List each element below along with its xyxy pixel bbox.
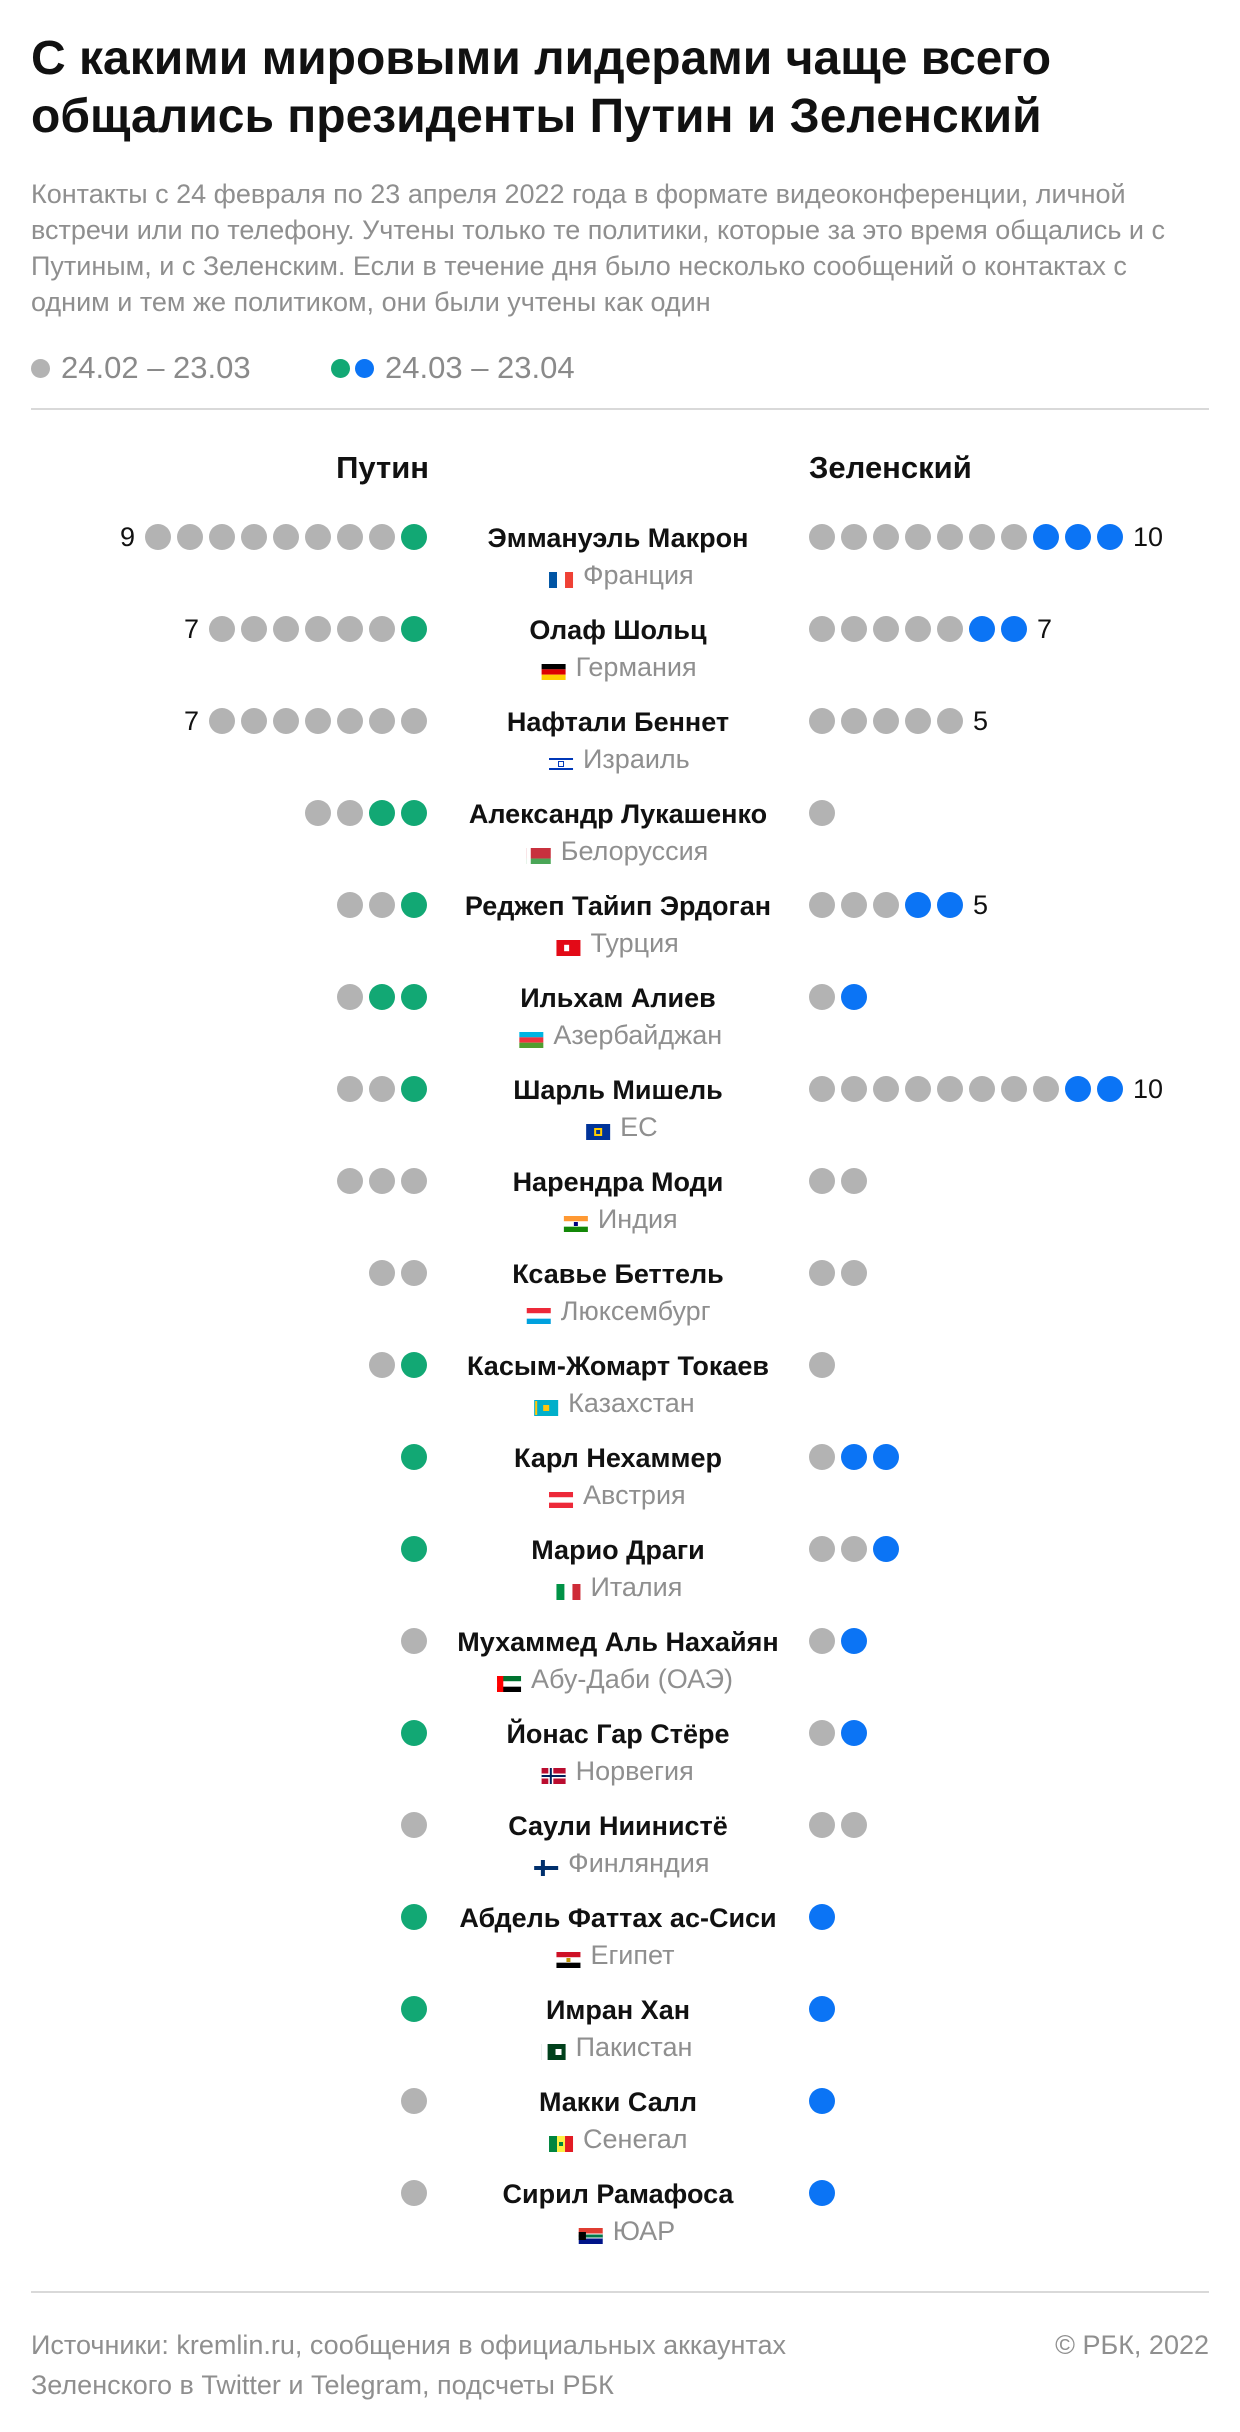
putin-total-label: 7 [183,614,199,644]
zelensky-dot-period2 [905,892,931,918]
zelensky-dot-period1 [809,524,835,550]
leader-country: Израиль [583,744,690,774]
sources-note: Источники: kremlin.ru, сообщения в официальных аккаунтах Зеленского в Twitter и Telegram, подсчеты РБК [31,2330,787,2400]
putin-dot-period2 [401,1996,427,2022]
leader-country: Франция [583,560,694,590]
flag-norway-icon [542,1768,566,1784]
putin-dot-period2 [369,800,395,826]
zelensky-dot-period2 [873,1536,899,1562]
zelensky-dot-period1 [809,1628,835,1654]
putin-dot-period1 [209,524,235,550]
legend-label-period2: 24.03 – 23.04 [385,350,575,385]
putin-dot-period2 [401,984,427,1010]
leader-name: Йонас Гар Стёре [506,1719,730,1749]
putin-dot-period2 [401,892,427,918]
leader-name: Сирил Рамафоса [502,2179,734,2209]
zelensky-dot-period1 [841,1260,867,1286]
flag-india-icon [564,1216,588,1232]
leader-name: Ксавье Беттель [512,1259,724,1289]
zelensky-dot-period1 [937,524,963,550]
flag-france-icon [549,572,573,588]
putin-dot-period2 [401,1076,427,1102]
putin-dot-period2 [401,800,427,826]
zelensky-dot-period1 [841,616,867,642]
leader-country: Люксембург [560,1296,711,1326]
flag-senegal-icon [549,2136,573,2152]
zelensky-dot-period2 [809,2180,835,2206]
zelensky-dot-period1 [809,1720,835,1746]
zelensky-dot-period1 [905,524,931,550]
leader-country: ЮАР [612,2216,676,2246]
leader-name: Нафтали Беннет [506,707,730,737]
zelensky-total-label: 10 [1133,1074,1164,1104]
zelensky-dot-period1 [873,616,899,642]
flag-israel-icon [549,756,573,772]
putin-dot-period1 [401,1260,427,1286]
flag-belarus-icon [527,848,551,864]
putin-dot-period1 [305,616,331,642]
leader-name: Шарль Мишель [513,1075,723,1105]
zelensky-dot-period1 [905,616,931,642]
leader-name: Карл Нехаммер [514,1443,722,1473]
zelensky-dot-period1 [809,1444,835,1470]
putin-dot-period1 [337,800,363,826]
zelensky-dot-period1 [905,708,931,734]
putin-dot-period1 [337,616,363,642]
putin-dot-period1 [337,984,363,1010]
putin-dot-period1 [401,2180,427,2206]
zelensky-total-label: 7 [1037,614,1053,644]
putin-dot-period1 [337,524,363,550]
flag-south-africa-icon [579,2228,603,2244]
leader-name: Саули Ниинистё [508,1811,728,1841]
leader-name: Мухаммед Аль Нахайян [457,1627,779,1657]
leader-country: Египет [590,1940,675,1970]
column-header-zelensky: Зеленский [809,450,972,485]
zelensky-dot-period1 [873,892,899,918]
zelensky-dot-period2 [969,616,995,642]
zelensky-dot-period2 [1065,1076,1091,1102]
putin-dot-period1 [369,524,395,550]
putin-dot-period2 [401,616,427,642]
zelensky-dot-period1 [937,616,963,642]
putin-dot-period1 [369,892,395,918]
leader-country: Финляндия [568,1848,710,1878]
putin-dot-period2 [401,1536,427,1562]
zelensky-dot-period1 [809,1812,835,1838]
zelensky-dot-period2 [873,1444,899,1470]
chart-title: С какими мировыми лидерами чаще всего общались президенты Путин и Зеленский [31,32,1052,143]
zelensky-dot-period1 [809,984,835,1010]
leader-country: Абу-Даби (ОАЭ) [531,1664,733,1694]
putin-dot-period1 [273,524,299,550]
zelensky-dot-period1 [841,1812,867,1838]
zelensky-dot-period2 [841,1444,867,1470]
flag-kazakhstan-icon [534,1400,558,1416]
zelensky-dot-period1 [809,616,835,642]
zelensky-dot-period1 [841,892,867,918]
leader-name: Эммануэль Макрон [487,523,749,553]
putin-dot-period1 [369,1352,395,1378]
leader-country: ЕС [620,1112,658,1142]
zelensky-dot-period2 [1065,524,1091,550]
putin-dot-period1 [369,708,395,734]
flag-eu-icon [586,1124,610,1140]
putin-dot-period1 [337,892,363,918]
zelensky-dot-period1 [841,1536,867,1562]
putin-dot-period1 [401,1628,427,1654]
putin-dot-period1 [273,616,299,642]
flag-austria-icon [549,1492,573,1508]
putin-dot-period2 [401,1720,427,1746]
leader-country: Норвегия [575,1756,694,1786]
putin-dot-period1 [401,1812,427,1838]
zelensky-dot-period1 [809,892,835,918]
legend-label-period1: 24.02 – 23.03 [61,350,251,385]
leader-country: Германия [575,652,697,682]
putin-dot-period1 [337,708,363,734]
zelensky-dot-period1 [905,1076,931,1102]
flag-italy-icon [556,1584,580,1600]
zelensky-dot-period1 [1033,1076,1059,1102]
flag-egypt-icon [556,1952,580,1968]
zelensky-dot-period1 [873,524,899,550]
zelensky-dot-period2 [841,1720,867,1746]
zelensky-dot-period1 [873,1076,899,1102]
zelensky-dot-period1 [1001,1076,1027,1102]
putin-dot-period2 [401,524,427,550]
putin-dot-period1 [145,524,171,550]
putin-dot-period1 [369,1168,395,1194]
leader-country: Индия [597,1204,678,1234]
leader-country: Турция [590,928,679,958]
putin-dot-period1 [241,708,267,734]
zelensky-dot-period2 [809,1904,835,1930]
zelensky-dot-period1 [809,800,835,826]
flag-luxembourg-icon [527,1308,551,1324]
leader-country: Австрия [583,1480,686,1510]
putin-dot-period1 [305,800,331,826]
zelensky-dot-period1 [937,708,963,734]
zelensky-dot-period1 [873,708,899,734]
zelensky-total-label: 5 [973,890,989,920]
zelensky-dot-period2 [1097,1076,1123,1102]
zelensky-dot-period1 [969,1076,995,1102]
putin-dot-period1 [209,708,235,734]
putin-dot-period2 [369,984,395,1010]
flag-uae-icon [497,1676,521,1692]
putin-dot-period1 [369,616,395,642]
chart-subtitle: Контакты с 24 февраля по 23 апреля 2022 года в формате видеоконференции, личной встречи или по телефону. Учтены только те политики, которые за это время общались и с Путиным, и с Зеленским. Если в течение дня было несколько сообщений о контактах с одним и тем же политиком, они были учтены как один [31,179,1165,317]
putin-dot-period1 [177,524,203,550]
leader-country: Азербайджан [553,1020,723,1050]
leader-name: Олаф Шольц [529,615,707,645]
putin-dot-period1 [337,1168,363,1194]
putin-total-label: 7 [183,706,199,736]
putin-total-label: 9 [119,522,135,552]
leader-name: Ильхам Алиев [520,983,716,1013]
zelensky-dot-period1 [937,1076,963,1102]
zelensky-dot-period2 [809,1996,835,2022]
leader-name: Нарендра Моди [512,1167,724,1197]
putin-dot-period1 [305,708,331,734]
flag-pakistan-icon [542,2044,566,2060]
putin-dot-period1 [369,1260,395,1286]
putin-dot-period1 [401,708,427,734]
leader-country: Сенегал [583,2124,688,2154]
putin-dot-period1 [337,1076,363,1102]
putin-dot-period1 [401,2088,427,2114]
putin-dot-period2 [401,1444,427,1470]
zelensky-dot-period1 [841,708,867,734]
putin-dot-period1 [401,1168,427,1194]
leader-name: Имран Хан [545,1995,691,2025]
zelensky-dot-period1 [809,1536,835,1562]
zelensky-dot-period2 [1001,616,1027,642]
zelensky-dot-period1 [841,524,867,550]
leader-country: Италия [590,1572,683,1602]
zelensky-dot-period1 [809,1076,835,1102]
leader-name: Александр Лукашенко [468,799,768,829]
zelensky-dot-period2 [809,2088,835,2114]
putin-dot-period2 [401,1904,427,1930]
zelensky-dot-period2 [841,984,867,1010]
putin-dot-period1 [369,1076,395,1102]
zelensky-total-label: 10 [1133,522,1164,552]
leader-name: Абдель Фаттах ас-Сиси [459,1903,777,1933]
zelensky-dot-period2 [1097,524,1123,550]
leader-country: Пакистан [575,2032,693,2062]
putin-dot-period1 [273,708,299,734]
leader-name: Касым-Жомарт Токаев [467,1351,769,1381]
zelensky-dot-period1 [969,524,995,550]
zelensky-dot-period1 [809,1352,835,1378]
putin-dot-period2 [401,1352,427,1378]
putin-dot-period1 [241,616,267,642]
zelensky-dot-period1 [809,1168,835,1194]
zelensky-dot-period1 [1001,524,1027,550]
putin-dot-period1 [209,616,235,642]
zelensky-dot-period1 [841,1168,867,1194]
flag-azerbaijan-icon [519,1032,543,1048]
leader-name: Марио Драги [531,1535,705,1565]
zelensky-dot-period1 [841,1076,867,1102]
leader-country: Белоруссия [560,836,709,866]
zelensky-dot-period1 [809,1260,835,1286]
leader-country: Казахстан [568,1388,695,1418]
zelensky-dot-period2 [1033,524,1059,550]
flag-turkey-icon [556,940,580,956]
zelensky-dot-period2 [841,1628,867,1654]
leader-name: Реджеп Тайип Эрдоган [464,891,772,921]
zelensky-dot-period2 [937,892,963,918]
flag-finland-icon [534,1860,558,1876]
bottom-divider [31,2291,1209,2293]
zelensky-dot-period1 [809,708,835,734]
leader-name: Макки Салл [538,2087,698,2117]
putin-dot-period1 [241,524,267,550]
copyright: © РБК, 2022 [1055,2330,1209,2360]
flag-germany-icon [542,664,566,680]
column-header-putin: Путин [336,450,429,485]
putin-dot-period1 [305,524,331,550]
zelensky-total-label: 5 [973,706,989,736]
